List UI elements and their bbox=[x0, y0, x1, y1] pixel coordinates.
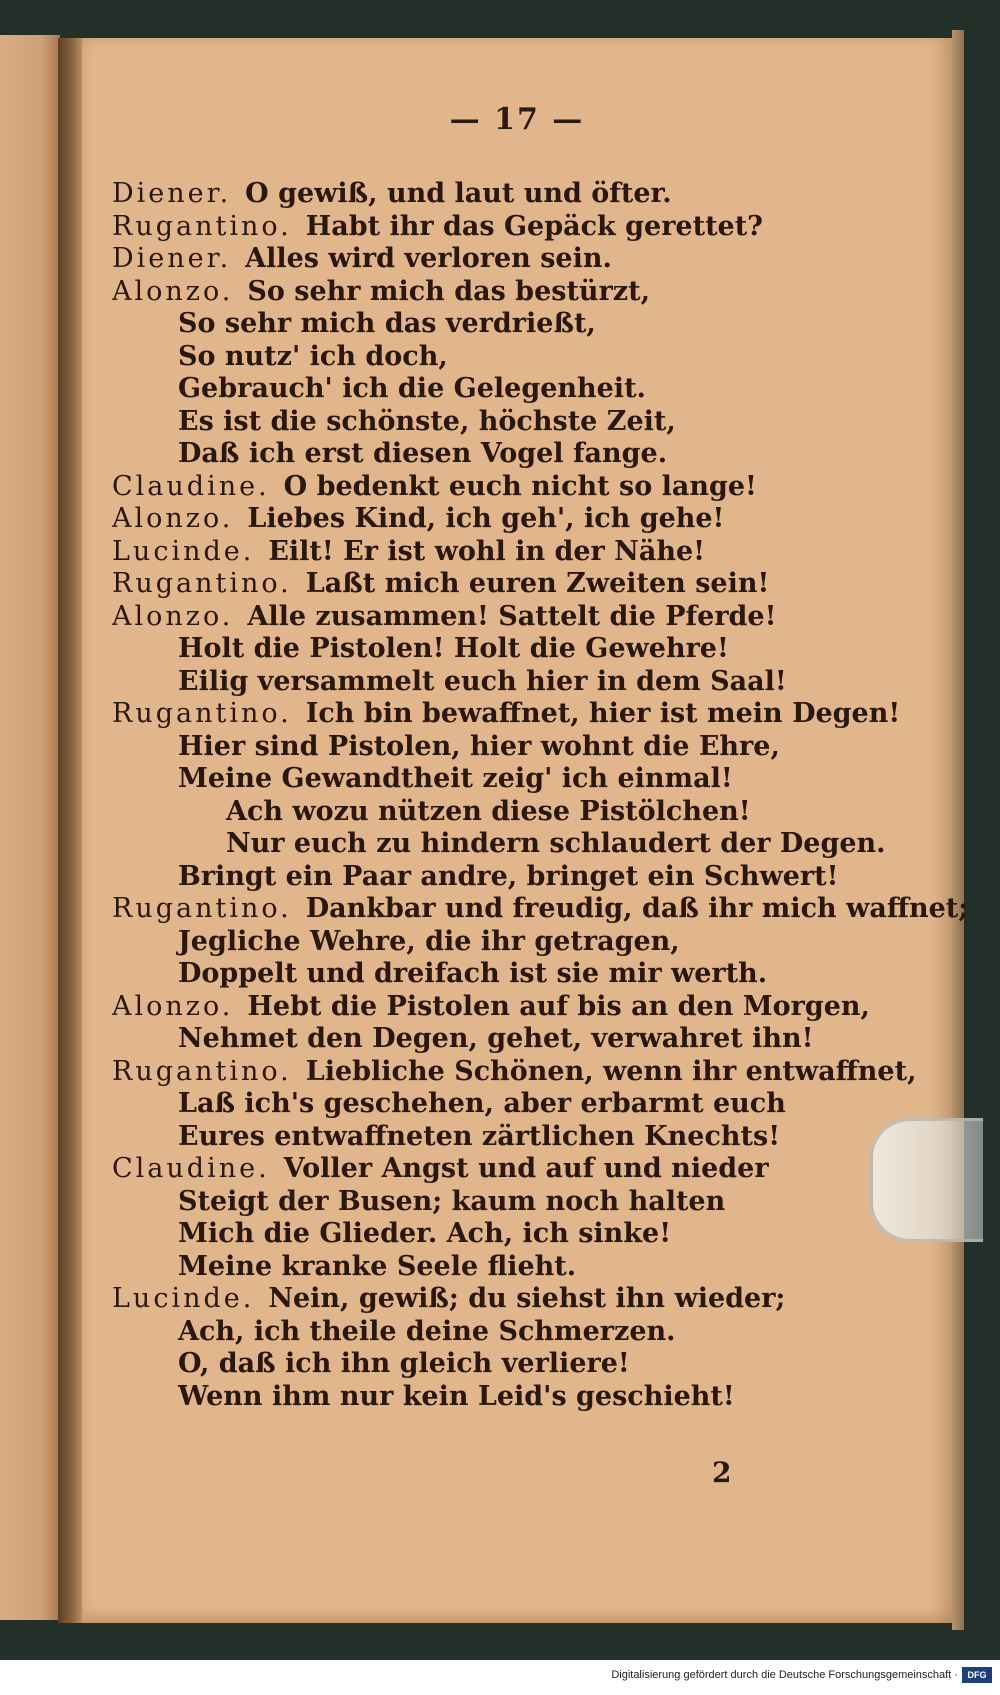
left-page-edge bbox=[0, 35, 60, 1620]
text-line bbox=[112, 406, 942, 439]
text-line bbox=[112, 926, 942, 959]
line-text: Mich die Glieder. Ach, ich sinke! bbox=[178, 1218, 672, 1249]
line-text: Es ist die schönste, höchste Zeit, bbox=[178, 405, 676, 437]
text-line bbox=[112, 1218, 942, 1251]
line-text: Holt die Pistolen! Holt die Gewehre! bbox=[178, 633, 729, 664]
text-line bbox=[112, 828, 942, 861]
line-text: Voller Angst und auf und nieder bbox=[283, 1153, 769, 1184]
page-number: — 17 — bbox=[449, 102, 585, 137]
text-line bbox=[112, 1186, 942, 1219]
text-line bbox=[112, 731, 942, 764]
speaker-name: Alonzo. bbox=[112, 990, 234, 1022]
line-text: Habt ihr das Gepäck gerettet? bbox=[305, 210, 764, 242]
text-line bbox=[112, 568, 942, 601]
line-text: Hier sind Pistolen, hier wohnt die Ehre, bbox=[178, 730, 780, 762]
text-line bbox=[112, 958, 942, 991]
speaker-name: Rugantino. bbox=[112, 698, 292, 729]
page-clip bbox=[870, 1118, 983, 1242]
text-line bbox=[112, 1348, 942, 1381]
text-line bbox=[112, 1283, 942, 1316]
line-text: O, daß ich ihn gleich verliere! bbox=[178, 1348, 630, 1379]
text-line bbox=[112, 1251, 942, 1284]
line-text: Laßt mich euren Zweiten sein! bbox=[305, 568, 770, 599]
line-text: Nein, gewiß; du siehst ihn wieder; bbox=[268, 1283, 786, 1314]
text-line bbox=[112, 438, 942, 471]
line-text: Ich bin bewaffnet, hier ist mein Degen! bbox=[305, 698, 901, 729]
text-line bbox=[112, 1056, 942, 1089]
speaker-name: Lucinde. bbox=[112, 535, 255, 567]
text-line bbox=[112, 796, 942, 829]
line-text: Meine kranke Seele flieht. bbox=[178, 1250, 577, 1282]
speaker-name: Diener. bbox=[112, 243, 232, 274]
speaker-name: Rugantino. bbox=[112, 568, 292, 599]
text-line bbox=[112, 341, 942, 374]
book-gutter bbox=[58, 38, 84, 1623]
line-text: Eures entwaffneten zärtlichen Knechts! bbox=[178, 1120, 781, 1152]
footer-bar bbox=[0, 1660, 1000, 1695]
page-stack-edge bbox=[952, 30, 964, 1630]
text-line bbox=[112, 178, 942, 211]
line-text: So sehr mich das bestürzt, bbox=[247, 275, 650, 307]
line-text: So sehr mich das verdrießt, bbox=[178, 308, 596, 339]
text-line bbox=[112, 1121, 942, 1154]
line-text: Bringt ein Paar andre, bringet ein Schwert! bbox=[178, 860, 839, 892]
line-text: Dankbar und freudig, daß ihr mich waffnet; bbox=[305, 893, 969, 924]
line-text: O gewiß, und laut und öfter. bbox=[245, 178, 672, 209]
signature-mark: 2 bbox=[712, 1456, 732, 1489]
line-text: Jegliche Wehre, die ihr getragen, bbox=[178, 925, 680, 957]
dfg-logo: DFG bbox=[962, 1667, 992, 1683]
text-line bbox=[112, 893, 969, 926]
speaker-name: Alonzo. bbox=[112, 275, 234, 307]
play-text bbox=[112, 178, 969, 1413]
text-line bbox=[112, 1023, 942, 1056]
line-text: Laß ich's geschehen, aber erbarmt euch bbox=[178, 1088, 786, 1119]
text-line bbox=[112, 1381, 942, 1414]
line-text: Steigt der Busen; kaum noch halten bbox=[178, 1185, 726, 1217]
line-text: Ach wozu nützen diese Pistölchen! bbox=[226, 795, 751, 827]
text-line bbox=[112, 373, 942, 406]
text-line bbox=[112, 1088, 942, 1121]
line-text: So nutz' ich doch, bbox=[178, 340, 448, 372]
line-text: Gebrauch' ich die Gelegenheit. bbox=[178, 373, 646, 404]
line-text: Doppelt und dreifach ist sie mir werth. bbox=[178, 958, 768, 989]
line-text: Ach, ich theile deine Schmerzen. bbox=[178, 1315, 676, 1347]
text-line bbox=[112, 601, 942, 634]
funding-credit: Digitalisierung gefördert durch die Deutsche Forschungsgemeinschaft · bbox=[611, 1669, 958, 1681]
speaker-name: Diener. bbox=[112, 178, 232, 209]
text-line bbox=[112, 763, 942, 796]
speaker-name: Alonzo. bbox=[112, 503, 234, 534]
text-line bbox=[112, 698, 942, 731]
line-text: O bedenkt euch nicht so lange! bbox=[283, 470, 757, 502]
line-text: Nur euch zu hindern schlaudert der Degen. bbox=[226, 828, 886, 859]
line-text: Liebes Kind, ich geh', ich gehe! bbox=[247, 503, 725, 534]
text-line bbox=[112, 211, 942, 244]
text-line bbox=[112, 471, 942, 504]
speaker-name: Rugantino. bbox=[112, 893, 292, 924]
text-line bbox=[112, 1316, 942, 1349]
text-line bbox=[112, 633, 942, 666]
book-page bbox=[82, 38, 969, 1623]
line-text: Liebliche Schönen, wenn ihr entwaffnet, bbox=[305, 1055, 917, 1087]
line-text: Hebt die Pistolen auf bis an den Morgen, bbox=[247, 990, 870, 1022]
speaker-name: Lucinde. bbox=[112, 1283, 255, 1314]
line-text: Alle zusammen! Sattelt die Pferde! bbox=[247, 600, 777, 632]
line-text: Alles wird verloren sein. bbox=[245, 243, 612, 274]
text-line bbox=[112, 536, 942, 569]
text-line bbox=[112, 991, 942, 1024]
speaker-name: Claudine. bbox=[112, 1153, 270, 1184]
speaker-name: Alonzo. bbox=[112, 600, 234, 632]
line-text: Nehmet den Degen, gehet, verwahret ihn! bbox=[178, 1023, 814, 1054]
line-text: Wenn ihm nur kein Leid's geschieht! bbox=[178, 1380, 735, 1412]
text-line bbox=[112, 503, 942, 536]
speaker-name: Claudine. bbox=[112, 470, 270, 502]
line-text: Meine Gewandtheit zeig' ich einmal! bbox=[178, 763, 733, 794]
text-line bbox=[112, 1153, 942, 1186]
text-line bbox=[112, 276, 942, 309]
text-line bbox=[112, 666, 942, 699]
text-line bbox=[112, 243, 942, 276]
line-text: Daß ich erst diesen Vogel fange. bbox=[178, 438, 668, 469]
text-line bbox=[112, 861, 942, 894]
line-text: Eilig versammelt euch hier in dem Saal! bbox=[178, 665, 787, 697]
speaker-name: Rugantino. bbox=[112, 210, 292, 242]
text-line bbox=[112, 308, 942, 341]
speaker-name: Rugantino. bbox=[112, 1055, 292, 1087]
line-text: Eilt! Er ist wohl in der Nähe! bbox=[268, 535, 706, 567]
